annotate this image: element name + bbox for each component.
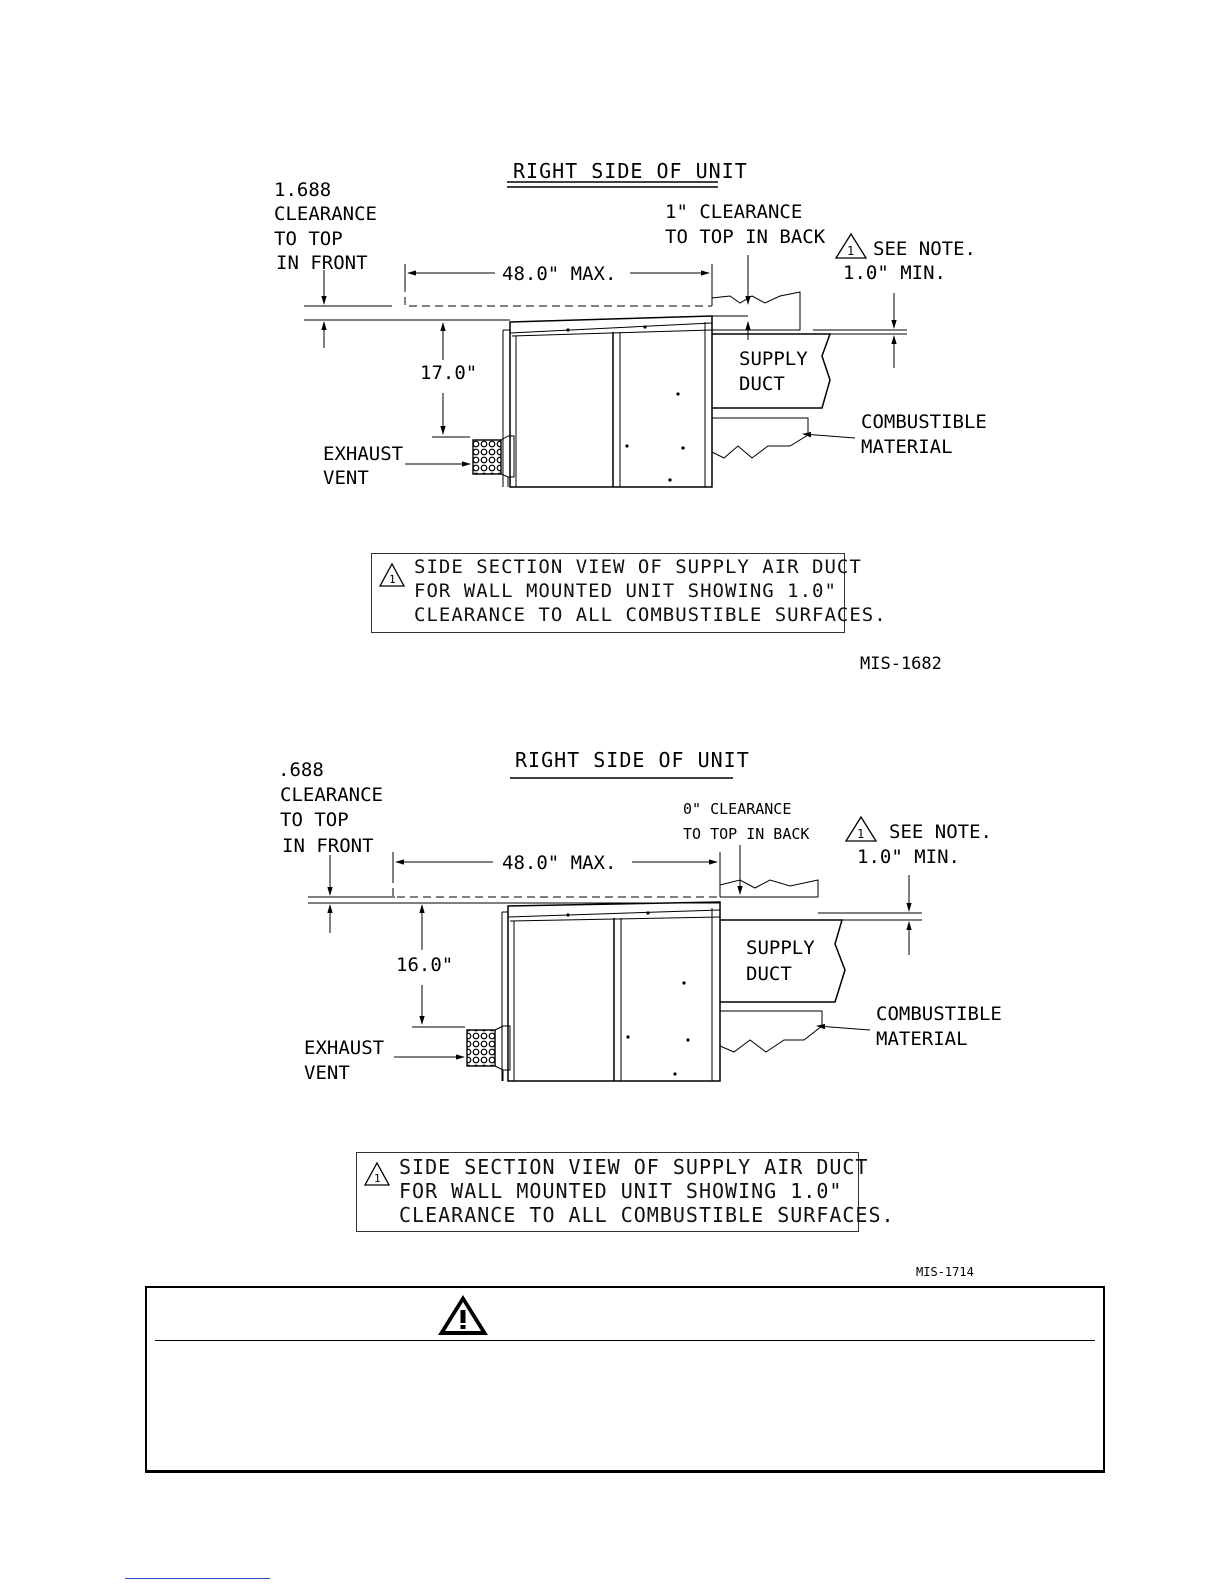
warning-box — [145, 1286, 1105, 1473]
note-marker-icon — [846, 817, 876, 841]
combustible-label: COMBUSTIBLE — [861, 411, 987, 433]
combustible-label: COMBUSTIBLE — [876, 1003, 1002, 1025]
back-clearance-line: 0" CLEARANCE — [683, 800, 792, 818]
note-line: SIDE SECTION VIEW OF SUPPLY AIR DUCT — [399, 1155, 869, 1179]
height-dimension-label: 17.0" — [420, 362, 478, 384]
note-marker-icon — [378, 562, 408, 588]
unit-body — [502, 902, 720, 1081]
front-clearance-value: .688 — [278, 759, 324, 781]
exhaust-vent — [467, 1026, 510, 1081]
width-dimension-label: 48.0" MAX. — [502, 852, 617, 874]
note-box-1 — [371, 553, 887, 633]
note-marker-icon — [363, 1161, 393, 1187]
exhaust-label: EXHAUST — [323, 443, 404, 465]
see-note-label: SEE NOTE. — [873, 238, 976, 260]
note-line: CLEARANCE TO ALL COMBUSTIBLE SURFACES. — [414, 604, 887, 626]
supply-duct-label: SUPPLY — [746, 937, 815, 959]
combustible-label: MATERIAL — [876, 1028, 968, 1050]
drawing-id: MIS-1714 — [916, 1265, 974, 1279]
note-box-2 — [356, 1152, 895, 1232]
exhaust-label: VENT — [323, 467, 369, 489]
note-marker-icon — [836, 234, 866, 258]
drawing-id: MIS-1682 — [860, 654, 942, 674]
min-clearance-label: 1.0" MIN. — [857, 846, 960, 868]
height-dimension-label: 16.0" — [396, 954, 454, 976]
supply-duct — [712, 334, 830, 408]
front-clearance-line: CLEARANCE — [274, 203, 377, 225]
see-note-label: SEE NOTE. — [889, 821, 992, 843]
front-clearance-value: 1.688 — [274, 179, 332, 201]
back-clearance-line: TO TOP IN BACK — [683, 825, 810, 843]
footer-rule — [125, 1578, 270, 1579]
min-clearance-label: 1.0" MIN. — [843, 262, 946, 284]
back-clearance-line: 1" CLEARANCE — [665, 201, 803, 223]
front-clearance-line: IN FRONT — [282, 835, 374, 857]
note-line: FOR WALL MOUNTED UNIT SHOWING 1.0" — [399, 1179, 843, 1203]
supply-duct-label: DUCT — [739, 373, 785, 395]
front-clearance-line: TO TOP — [274, 228, 343, 250]
diagram-title: RIGHT SIDE OF UNIT — [513, 159, 748, 183]
front-clearance-line: TO TOP — [280, 809, 349, 831]
back-clearance-line: TO TOP IN BACK — [665, 226, 826, 248]
width-dimension-label: 48.0" MAX. — [502, 263, 617, 285]
svg-text:1: 1 — [847, 244, 855, 258]
warning-divider — [155, 1340, 1095, 1341]
svg-text:1: 1 — [389, 573, 396, 586]
diagram-title: RIGHT SIDE OF UNIT — [515, 748, 750, 772]
front-clearance-line: IN FRONT — [276, 252, 368, 274]
supply-duct-label: SUPPLY — [739, 348, 808, 370]
warning-triangle-icon — [435, 1292, 491, 1338]
svg-text:1: 1 — [857, 827, 865, 841]
combustible-label: MATERIAL — [861, 436, 953, 458]
exhaust-label: EXHAUST — [304, 1037, 385, 1059]
unit-body — [503, 316, 712, 487]
svg-text:1: 1 — [374, 1172, 381, 1185]
supply-duct — [720, 920, 845, 1002]
front-clearance-line: CLEARANCE — [280, 784, 383, 806]
supply-duct-label: DUCT — [746, 963, 792, 985]
note-line: CLEARANCE TO ALL COMBUSTIBLE SURFACES. — [399, 1203, 895, 1227]
exhaust-label: VENT — [304, 1062, 350, 1084]
note-line: FOR WALL MOUNTED UNIT SHOWING 1.0" — [414, 580, 837, 602]
note-line: SIDE SECTION VIEW OF SUPPLY AIR DUCT — [414, 556, 862, 578]
exhaust-vent — [473, 436, 514, 487]
